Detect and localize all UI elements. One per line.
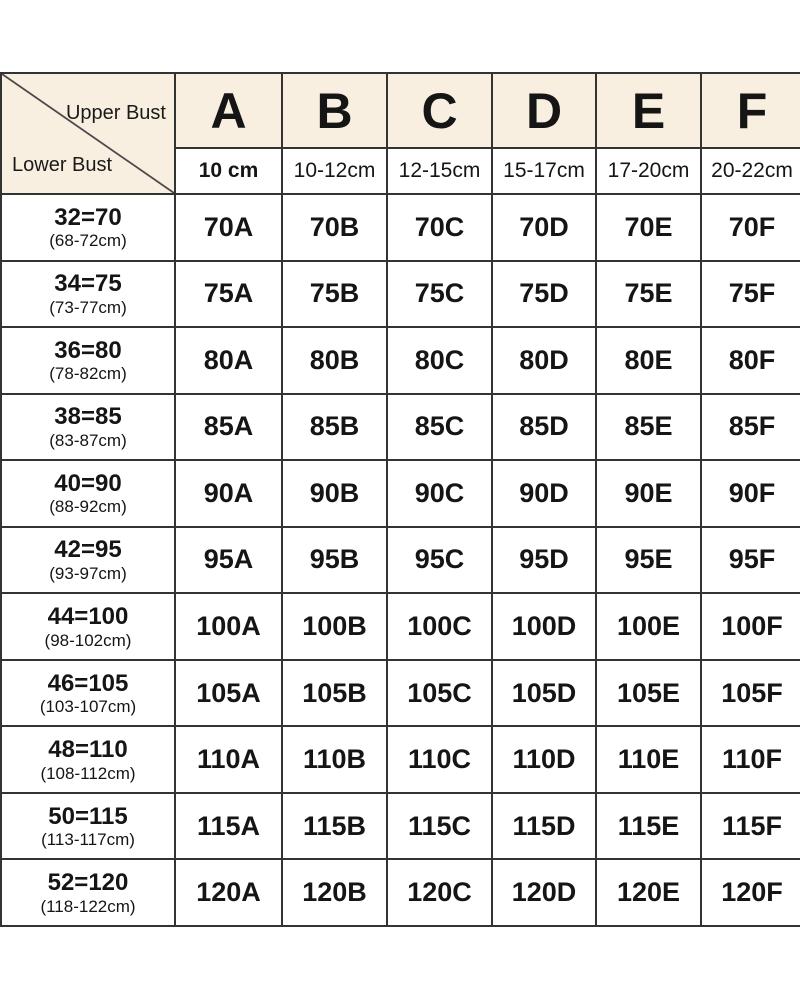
size-cell: 120E [597, 860, 702, 927]
size-cell: 100B [283, 594, 388, 661]
size-cell: 120D [493, 860, 597, 927]
band-label-cell [2, 528, 176, 595]
size-cell: 95E [597, 528, 702, 595]
size-cell: 120C [388, 860, 493, 927]
band-range-label: (103-107cm) [39, 697, 137, 717]
size-cell: 75E [597, 262, 702, 329]
size-cell: 115B [283, 794, 388, 861]
size-cell: 85D [493, 395, 597, 462]
size-cell: 70E [597, 195, 702, 262]
band-label-cell [2, 328, 176, 395]
size-cell: 95F [702, 528, 800, 595]
size-cell: 80B [283, 328, 388, 395]
size-cell: 110C [388, 727, 493, 794]
size-cell: 110D [493, 727, 597, 794]
size-cell: 115A [176, 794, 283, 861]
size-cell: 80C [388, 328, 493, 395]
band-label-cell [2, 860, 176, 927]
band-range-label: (73-77cm) [49, 297, 127, 317]
band-range-label: (93-97cm) [49, 564, 127, 584]
size-cell: 95C [388, 528, 493, 595]
cup-range-A: 10 cm [176, 149, 283, 195]
band-size-label: 32=70 [54, 203, 122, 231]
cup-range-B: 10-12cm [283, 149, 388, 195]
size-cell: 90D [493, 461, 597, 528]
cup-letter-D: D [493, 74, 597, 149]
band-size-label: 52=120 [47, 869, 129, 897]
band-range-label: (88-92cm) [49, 497, 127, 517]
size-cell: 80E [597, 328, 702, 395]
size-cell: 100E [597, 594, 702, 661]
size-cell: 100F [702, 594, 800, 661]
size-cell: 70C [388, 195, 493, 262]
size-cell: 75C [388, 262, 493, 329]
size-cell: 95D [493, 528, 597, 595]
size-cell: 70F [702, 195, 800, 262]
band-size-label: 50=115 [48, 802, 128, 830]
band-range-label: (113-117cm) [41, 830, 135, 850]
size-cell: 120B [283, 860, 388, 927]
size-cell: 120F [702, 860, 800, 927]
band-label-cell [2, 794, 176, 861]
size-cell: 70A [176, 195, 283, 262]
size-cell: 115E [597, 794, 702, 861]
size-cell: 105D [493, 661, 597, 728]
size-cell: 90E [597, 461, 702, 528]
size-cell: 115D [493, 794, 597, 861]
size-cell: 110E [597, 727, 702, 794]
cup-range-D: 15-17cm [493, 149, 597, 195]
size-cell: 110F [702, 727, 800, 794]
band-range-label: (78-82cm) [49, 364, 127, 384]
size-cell: 70B [283, 195, 388, 262]
bra-size-table [0, 72, 800, 927]
size-cell: 90F [702, 461, 800, 528]
size-cell: 85B [283, 395, 388, 462]
size-cell: 110B [283, 727, 388, 794]
size-cell: 80F [702, 328, 800, 395]
band-size-label: 38=85 [54, 403, 122, 431]
size-cell: 100A [176, 594, 283, 661]
cup-letter-B: B [283, 74, 388, 149]
lower-bust-label: Lower Bust [12, 154, 113, 176]
cup-range-F: 20-22cm [702, 149, 800, 195]
band-size-label: 48=110 [48, 736, 128, 764]
size-cell: 95A [176, 528, 283, 595]
size-cell: 115F [702, 794, 800, 861]
size-cell: 85E [597, 395, 702, 462]
cup-range-C: 12-15cm [388, 149, 493, 195]
band-range-label: (68-72cm) [49, 231, 127, 251]
size-cell: 105F [702, 661, 800, 728]
size-cell: 90B [283, 461, 388, 528]
size-cell: 75B [283, 262, 388, 329]
size-cell: 75D [493, 262, 597, 329]
cup-letter-F: F [702, 74, 800, 149]
band-size-label: 34=75 [54, 270, 122, 298]
band-label-cell [2, 661, 176, 728]
size-cell: 75F [702, 262, 800, 329]
band-range-label: (98-102cm) [44, 630, 132, 650]
band-label-cell [2, 727, 176, 794]
upper-bust-label: Upper Bust [65, 102, 166, 124]
band-size-label: 46=105 [47, 669, 129, 697]
cup-range-E: 17-20cm [597, 149, 702, 195]
size-cell: 90A [176, 461, 283, 528]
size-cell: 75A [176, 262, 283, 329]
band-label-cell [2, 195, 176, 262]
size-cell: 105A [176, 661, 283, 728]
band-label-cell [2, 262, 176, 329]
corner-cell [2, 74, 176, 195]
size-cell: 105B [283, 661, 388, 728]
size-cell: 85C [388, 395, 493, 462]
size-cell: 105C [388, 661, 493, 728]
band-label-cell [2, 461, 176, 528]
size-cell: 100D [493, 594, 597, 661]
cup-letter-A: A [176, 74, 283, 149]
size-cell: 80D [493, 328, 597, 395]
band-size-label: 44=100 [47, 602, 129, 630]
band-label-cell [2, 395, 176, 462]
cup-letter-E: E [597, 74, 702, 149]
size-cell: 110A [176, 727, 283, 794]
cup-letter-C: C [388, 74, 493, 149]
size-cell: 105E [597, 661, 702, 728]
band-range-label: (83-87cm) [49, 430, 127, 450]
size-cell: 85F [702, 395, 800, 462]
band-size-label: 40=90 [54, 469, 122, 497]
band-size-label: 36=80 [54, 336, 122, 364]
size-cell: 90C [388, 461, 493, 528]
size-cell: 85A [176, 395, 283, 462]
size-cell: 115C [388, 794, 493, 861]
band-size-label: 42=95 [54, 536, 122, 564]
band-range-label: (108-112cm) [40, 763, 136, 783]
band-range-label: (118-122cm) [40, 896, 136, 916]
size-cell: 80A [176, 328, 283, 395]
size-cell: 95B [283, 528, 388, 595]
band-label-cell [2, 594, 176, 661]
size-cell: 70D [493, 195, 597, 262]
size-cell: 120A [176, 860, 283, 927]
size-cell: 100C [388, 594, 493, 661]
